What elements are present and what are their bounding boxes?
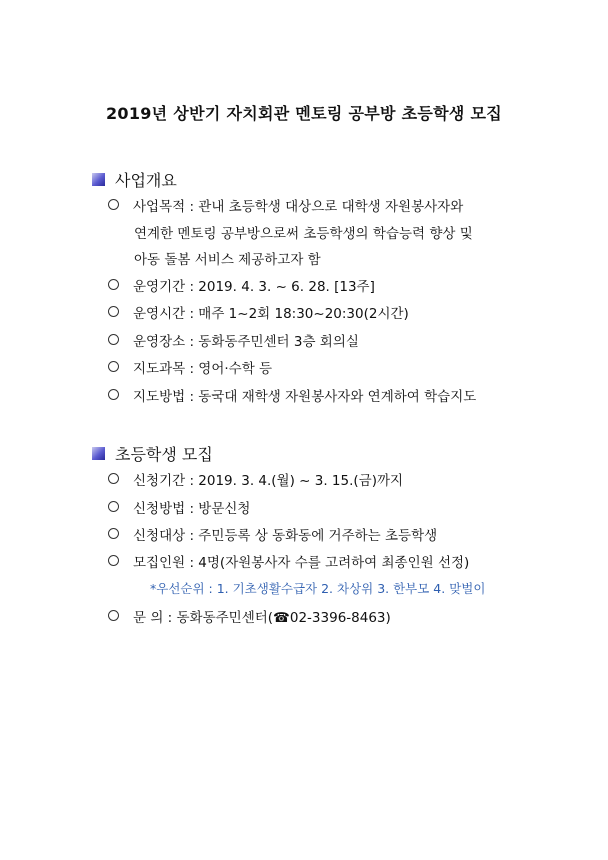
priority-note: *우선순위 : 1. 기초생활수급자 2. 차상위 3. 한부모 4. 맞벌이 — [150, 581, 486, 596]
section-heading-text: 초등학생 모집 — [115, 445, 213, 464]
item-text: 지도방법 : 동국대 재학생 자원봉사자와 연계하여 학습지도 — [133, 389, 477, 405]
section-heading-recruitment — [92, 442, 213, 465]
item-apply-period — [108, 469, 403, 489]
item-text: 신청대상 : 주민등록 상 동화동에 거주하는 초등학생 — [133, 528, 438, 544]
item-count — [108, 551, 469, 571]
bullet-circle-icon — [108, 199, 119, 210]
item-time — [108, 302, 409, 322]
document-title: 2019년 상반기 자치회관 멘토링 공부방 초등학생 모집 — [105, 104, 503, 123]
item-text: 지도과목 : 영어·수학 등 — [133, 361, 273, 377]
item-text: 사업목적 : 관내 초등학생 대상으로 대학생 자원봉사자와 — [133, 199, 464, 215]
bullet-circle-icon — [108, 389, 119, 400]
bullet-square-icon — [92, 173, 105, 186]
item-text: 운영기간 : 2019. 4. 3. ~ 6. 28. [13주] — [133, 279, 375, 295]
item-target — [108, 524, 437, 544]
item-purpose — [108, 195, 463, 215]
item-purpose-line2: 연계한 멘토링 공부방으로써 초등학생의 학습능력 향상 및 — [134, 226, 473, 242]
item-period — [108, 275, 375, 295]
bullet-circle-icon — [108, 473, 119, 484]
bullet-circle-icon — [108, 501, 119, 512]
item-text: 문 의 : 동화동주민센터(☎02-3396-8463) — [133, 610, 391, 626]
section-heading-text: 사업개요 — [115, 171, 177, 190]
item-text: 신청기간 : 2019. 3. 4.(월) ~ 3. 15.(금)까지 — [133, 473, 404, 489]
item-apply-method — [108, 497, 250, 517]
item-text: 운영장소 : 동화동주민센터 3층 회의실 — [133, 334, 359, 350]
bullet-circle-icon — [108, 361, 119, 372]
bullet-square-icon — [92, 447, 105, 460]
item-text: 운영시간 : 매주 1~2회 18:30~20:30(2시간) — [133, 306, 409, 322]
item-text: 신청방법 : 방문신청 — [133, 501, 251, 517]
bullet-circle-icon — [108, 610, 119, 621]
item-contact — [108, 606, 391, 626]
bullet-circle-icon — [108, 279, 119, 290]
item-method — [108, 385, 476, 405]
section-heading-overview — [92, 168, 177, 191]
item-place — [108, 330, 359, 350]
bullet-circle-icon — [108, 334, 119, 345]
bullet-circle-icon — [108, 528, 119, 539]
bullet-circle-icon — [108, 555, 119, 566]
bullet-circle-icon — [108, 306, 119, 317]
item-subjects — [108, 357, 272, 377]
item-purpose-line3: 아동 돌봄 서비스 제공하고자 함 — [134, 252, 321, 268]
item-text: 모집인원 : 4명(자원봉사자 수를 고려하여 최종인원 선정) — [133, 555, 470, 571]
